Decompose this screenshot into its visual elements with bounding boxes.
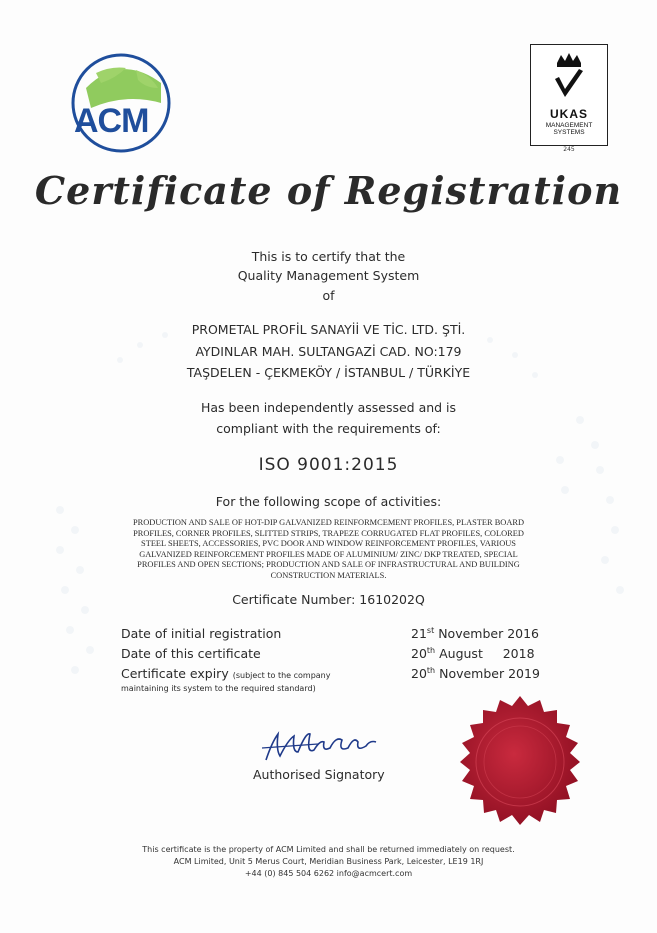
intro-line-1: This is to certify that the	[251, 249, 406, 264]
scope-line: GALVANIZED REINFORCEMENT PROFILES MADE OF ALUMINIUM/ ZINC/ DKP TREATED, SPECIAL	[139, 549, 518, 559]
expiry-label	[121, 666, 330, 681]
scope-heading: For the following scope of activities:	[215, 494, 442, 509]
footer-line-2: ACM Limited, Unit 5 Merus Court, Meridian Business Park, Leicester, LE19 1RJ	[173, 857, 484, 866]
company-address-2: TAŞDELEN - ÇEKMEKÖY / İSTANBUL / TÜRKİYE	[186, 365, 471, 380]
footer-line-1: This certificate is the property of ACM Limited and shall be returned immediately on request.	[142, 845, 515, 854]
date-suffix: st	[426, 626, 435, 635]
date-suffix: th	[426, 666, 436, 675]
this-certificate-label: Date of this certificate	[121, 646, 261, 661]
date-day: 21	[411, 626, 427, 642]
handwritten-signature	[258, 722, 388, 767]
this-certificate-date	[411, 646, 551, 661]
footer-line-3: +44 (0) 845 504 6262 info@acmcert.com	[244, 869, 413, 878]
scope-line: CONSTRUCTION MATERIALS.	[270, 570, 387, 580]
intro-line-3: of	[322, 288, 335, 303]
standard-name: ISO 9001:2015	[258, 455, 399, 475]
date-rest: August 2018	[435, 646, 535, 662]
date-day: 20	[411, 666, 427, 682]
ukas-subtitle-line1: MANAGEMENT	[545, 122, 593, 129]
crown-tick-icon	[549, 51, 589, 106]
company-address-1: AYDINLAR MAH. SULTANGAZİ CAD. NO:179	[195, 344, 462, 359]
expiry-note-2: maintaining its system to the required standard)	[121, 684, 316, 693]
intro-line-2: Quality Management System	[237, 268, 420, 283]
ukas-accreditation-mark	[530, 44, 608, 146]
company-name: PROMETAL PROFİL SANAYİİ VE TİC. LTD. ŞTİ.	[191, 322, 466, 337]
scope-line: PRODUCTION AND SALE OF HOT-DIP GALVANIZED REINFORMCEMENT PROFILES, PLASTER BOARD	[132, 518, 525, 527]
ukas-number: 245	[563, 146, 575, 153]
assessment-line-1: Has been independently assessed and is	[200, 400, 457, 415]
expiry-note-1: (subject to the company	[232, 671, 331, 680]
certificate-number: Certificate Number: 1610202Q	[232, 592, 425, 607]
initial-registration-date	[411, 626, 551, 641]
scope-line: PROFILES AND OPEN SECTIONS; PRODUCTION AND SALE OF INFRASTRUCTURAL AND BUILDING	[137, 560, 520, 569]
scope-text	[80, 518, 577, 581]
ukas-subtitle	[531, 122, 607, 136]
red-wax-seal	[440, 692, 600, 847]
expiry-date	[411, 666, 551, 681]
scope-line: PROFILES, CORNER PROFILES, SLITTED STRIPS, TRAPEZE CORRUGATED FLAT PROFILES, COLORED	[133, 528, 524, 538]
initial-registration-label: Date of initial registration	[121, 626, 282, 641]
acm-logo-text: ACM	[74, 102, 149, 140]
certificate-title: Certificate of Registration	[34, 168, 623, 213]
scope-line: STEEL SHEETS, ACCESSORIES, PVC DOOR AND WINDOW REINFORCEMENT PROFILES, VARIOUS	[141, 539, 516, 548]
ukas-name: UKAS	[549, 107, 588, 121]
date-suffix: th	[426, 646, 436, 655]
assessment-line-2: compliant with the requirements of:	[216, 421, 441, 436]
authorised-signatory: Authorised Signatory	[253, 767, 385, 782]
date-rest: November 2019	[435, 666, 540, 682]
ukas-subtitle-line2: SYSTEMS	[553, 129, 585, 136]
expiry-label-text: Certificate expiry	[121, 666, 229, 681]
date-rest: November 2016	[434, 626, 540, 642]
date-day: 20	[411, 646, 427, 662]
